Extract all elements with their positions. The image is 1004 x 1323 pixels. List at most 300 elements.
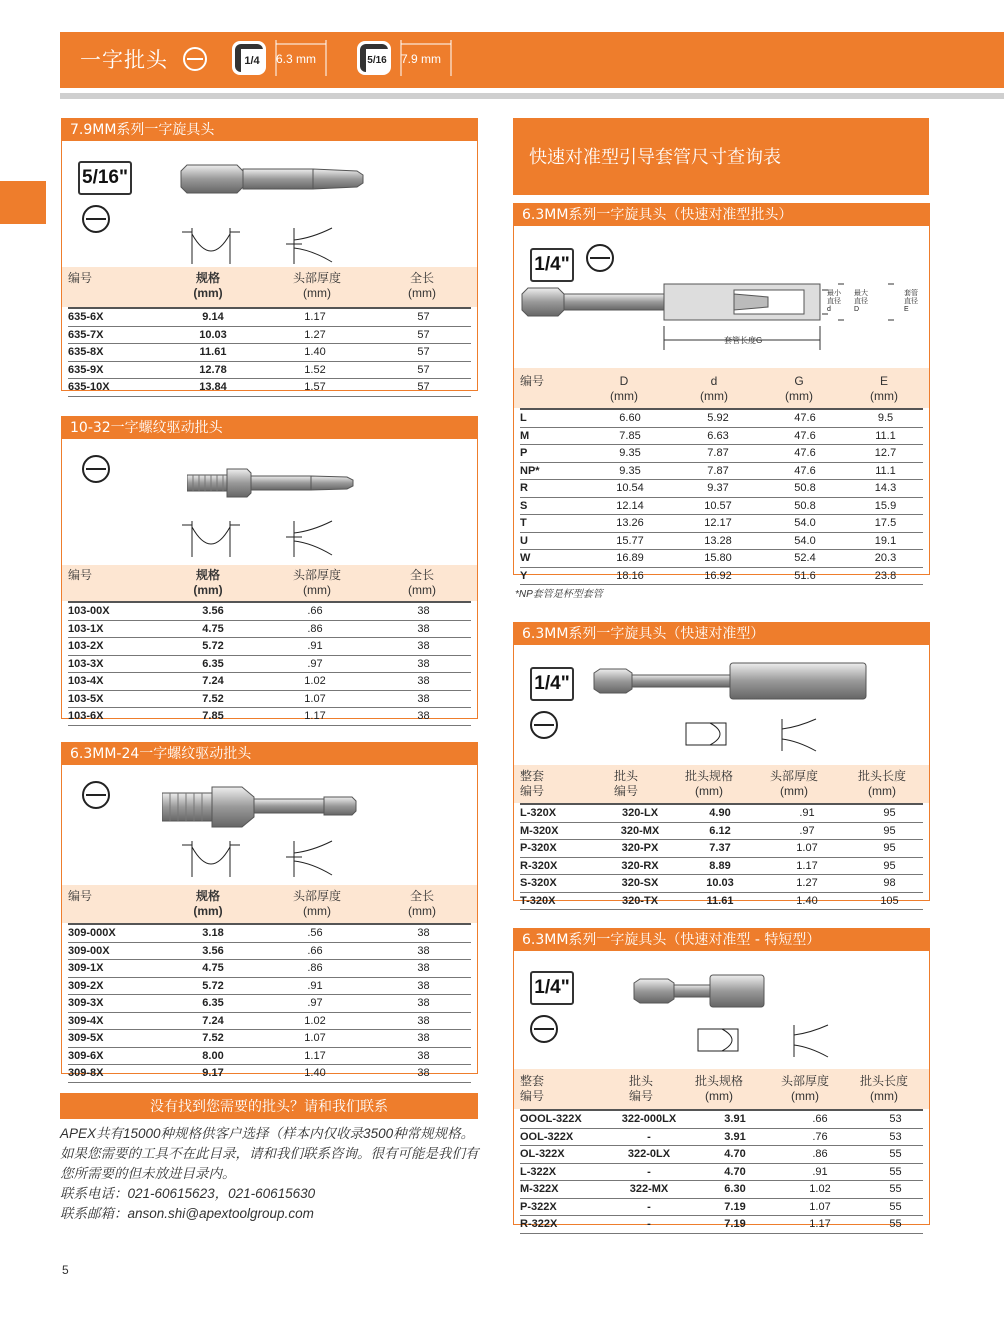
cell-part-number: OOL-322X	[520, 1128, 600, 1146]
cell-part-number: S-320X	[520, 875, 598, 893]
cell-value: 15.77	[586, 532, 674, 550]
cell-value: -	[600, 1198, 698, 1216]
cell-part-number: M-322X	[520, 1181, 600, 1199]
col-header: 头部厚度 (mm)	[769, 769, 818, 798]
cell-value: 38	[376, 655, 471, 673]
col-header: 头部厚度 (mm)	[292, 271, 341, 300]
cell-value: .56	[254, 924, 376, 942]
col-header: 编号	[68, 271, 93, 285]
cell-value: 23.8	[848, 567, 923, 585]
cell-value: 52.4	[762, 550, 848, 568]
cell-part-number: 635-7X	[68, 326, 172, 344]
cell-value: 7.52	[172, 1030, 254, 1048]
cell-value: 47.6	[762, 409, 848, 427]
cell-value: 15.80	[674, 550, 762, 568]
table-row	[520, 532, 923, 550]
cell-value: 10.54	[586, 480, 674, 498]
table-row	[68, 326, 471, 344]
cell-value: 320-MX	[598, 822, 682, 840]
cell-value: 1.27	[254, 326, 376, 344]
cell-part-number: 635-9X	[68, 361, 172, 379]
cell-value: 38	[376, 942, 471, 960]
cell-part-number: Y	[520, 567, 586, 585]
table-row	[68, 977, 471, 995]
cell-value: 38	[376, 960, 471, 978]
cell-value: 1.40	[254, 1065, 376, 1083]
tip-profile-diagrams	[182, 517, 352, 562]
table-row	[68, 1030, 471, 1048]
hex-shank-quarter-badge	[232, 41, 266, 75]
panel-quick-align-extra-short	[513, 928, 930, 1231]
cell-value: 320-PX	[598, 840, 682, 858]
cell-value: 6.12	[682, 822, 758, 840]
cell-value: 38	[376, 673, 471, 691]
cell-value: 13.26	[586, 515, 674, 533]
cell-value: .97	[758, 822, 856, 840]
cell-part-number: 309-00X	[68, 942, 172, 960]
cell-value: 5.72	[172, 977, 254, 995]
cell-value: 38	[376, 1012, 471, 1030]
slotted-tip-icon	[82, 205, 110, 233]
cell-part-number: 309-4X	[68, 1012, 172, 1030]
hex-shank-five-sixteenths-badge	[357, 41, 391, 75]
size-badge: 5/16"	[78, 161, 132, 195]
table-row	[520, 480, 923, 498]
table-row	[68, 1065, 471, 1083]
slotted-tip-icon	[530, 1015, 558, 1043]
size-badge: 1/4"	[530, 667, 574, 701]
table-row	[520, 1198, 923, 1216]
cell-value: 7.85	[586, 427, 674, 445]
cell-value: 1.17	[758, 857, 856, 875]
threaded-bit-image	[187, 465, 387, 501]
cell-part-number: 103-3X	[68, 655, 172, 673]
cell-value: 12.7	[848, 445, 923, 463]
contact-body: APEX共有15000种规格供客户选择（样本内仅收录3500种常规规格。如果您需要的工具不在此目录，请和我们联系咨询。很有可能是我们有您所需要的但未放进目录内。	[60, 1126, 479, 1181]
cell-value: 38	[376, 924, 471, 942]
cell-value: 1.17	[254, 708, 376, 726]
cell-value: 1.17	[254, 308, 376, 326]
cell-value: 16.92	[674, 567, 762, 585]
cell-value: 7.19	[698, 1216, 772, 1234]
cell-value: 11.61	[682, 892, 758, 910]
cell-part-number: P-320X	[520, 840, 598, 858]
cell-part-number: 103-6X	[68, 708, 172, 726]
tip-profile-diagrams	[682, 715, 832, 755]
panel-quick-align-bit-sleeve	[513, 203, 930, 582]
cell-value: 105	[856, 892, 923, 910]
cell-value: 10.57	[674, 497, 762, 515]
cell-value: 17.5	[848, 515, 923, 533]
cell-value: 6.35	[172, 655, 254, 673]
page-title: 一字批头	[80, 48, 168, 72]
cell-value: 10.03	[682, 875, 758, 893]
table-row	[68, 995, 471, 1013]
panel-title: 10-32一字螺纹驱动批头	[62, 417, 477, 439]
cell-value: 1.17	[254, 1047, 376, 1065]
cell-value: 322-0LX	[600, 1146, 698, 1164]
cell-value: 55	[868, 1146, 923, 1164]
cell-value: 5.92	[674, 409, 762, 427]
cell-value: 3.91	[698, 1128, 772, 1146]
panel-title: 6.3MM-24一字螺纹驱动批头	[62, 743, 477, 765]
cell-value: 55	[868, 1216, 923, 1234]
cell-value: 4.90	[682, 804, 758, 822]
panel-10-32-threaded	[61, 416, 478, 723]
cell-value: .86	[254, 960, 376, 978]
label-E: 套管直径E	[904, 290, 918, 313]
cell-value: 38	[376, 638, 471, 656]
table-row	[68, 924, 471, 942]
col-header: 编号	[520, 374, 545, 388]
quick-lookup-title-block: 快速对准型引导套管尺寸查询表	[513, 118, 929, 195]
table-row	[520, 804, 923, 822]
table-row	[68, 620, 471, 638]
cell-part-number: 635-6X	[68, 308, 172, 326]
contact-banner: 没有找到您需要的批头？请和我们联系	[60, 1093, 478, 1119]
cell-value: 12.14	[586, 497, 674, 515]
cell-value: 9.35	[586, 445, 674, 463]
table-row	[520, 875, 923, 893]
col-header: E (mm)	[870, 374, 898, 403]
cell-value: 320-SX	[598, 875, 682, 893]
cell-value: .86	[254, 620, 376, 638]
cell-value: 3.56	[172, 942, 254, 960]
cell-value: 53	[868, 1128, 923, 1146]
cell-part-number: 309-1X	[68, 960, 172, 978]
cell-value: 38	[376, 995, 471, 1013]
cell-value: 15.9	[848, 497, 923, 515]
cell-part-number: 103-4X	[68, 673, 172, 691]
cell-value: 1.02	[254, 1012, 376, 1030]
page-number: 5	[62, 1263, 69, 1277]
table-row	[68, 638, 471, 656]
cell-value: 12.78	[172, 361, 254, 379]
cell-value: 95	[856, 840, 923, 858]
panel-7-9mm-series	[61, 118, 478, 394]
col-header: 批头 编号	[628, 1074, 653, 1103]
cell-value: .91	[758, 804, 856, 822]
cell-value: 57	[376, 361, 471, 379]
cell-part-number: R-320X	[520, 857, 598, 875]
cell-part-number: 103-1X	[68, 620, 172, 638]
cell-part-number: M	[520, 427, 586, 445]
table-row	[68, 673, 471, 691]
table-row	[68, 655, 471, 673]
table-row	[520, 550, 923, 568]
cell-value: 95	[856, 857, 923, 875]
panel-title: 6.3MM系列一字旋具头（快速对准型）	[514, 623, 929, 645]
cell-value: -	[600, 1216, 698, 1234]
cell-value: 9.17	[172, 1065, 254, 1083]
cell-value: .66	[254, 602, 376, 620]
cell-part-number: 103-5X	[68, 690, 172, 708]
cell-part-number: 309-3X	[68, 995, 172, 1013]
cell-value: 1.07	[758, 840, 856, 858]
cell-value: 1.27	[758, 875, 856, 893]
dim-lines	[397, 38, 459, 78]
spec-table	[520, 803, 923, 910]
table-row	[520, 1110, 923, 1128]
cell-value: 1.07	[772, 1198, 868, 1216]
section-side-tab	[0, 181, 46, 224]
cell-value: 1.07	[254, 1030, 376, 1048]
cell-value: 9.5	[848, 409, 923, 427]
table-row	[520, 1163, 923, 1181]
cell-value: 57	[376, 344, 471, 362]
spec-table	[68, 923, 471, 1083]
slotted-tip-icon	[586, 244, 614, 272]
tip-profile-diagrams	[182, 224, 352, 269]
cell-value: 1.40	[758, 892, 856, 910]
cell-value: 320-RX	[598, 857, 682, 875]
cell-value: 6.63	[674, 427, 762, 445]
cell-value: 7.87	[674, 462, 762, 480]
cell-value: 11.1	[848, 462, 923, 480]
panel-6-3mm-24-threaded	[61, 742, 478, 1080]
cell-value: .91	[254, 638, 376, 656]
cell-part-number: R	[520, 480, 586, 498]
size-badge: 1/4"	[530, 248, 574, 282]
table-row	[520, 462, 923, 480]
threaded-bit-image	[162, 783, 382, 833]
cell-part-number: P-322X	[520, 1198, 600, 1216]
cell-value: 1.52	[254, 361, 376, 379]
cell-part-number: L-322X	[520, 1163, 600, 1181]
col-header: 全长 (mm)	[408, 271, 436, 300]
cell-value: 9.14	[172, 308, 254, 326]
cell-value: 322-000LX	[600, 1110, 698, 1128]
cell-value: 4.70	[698, 1146, 772, 1164]
label-d: 最小直径d	[827, 290, 841, 313]
cell-part-number: 309-6X	[68, 1047, 172, 1065]
contact-phone: 联系电话：021-60615623，021-60615630	[60, 1186, 316, 1201]
cell-value: 1.40	[254, 344, 376, 362]
cell-value: 1.17	[772, 1216, 868, 1234]
col-header: 批头长度 (mm)	[859, 1074, 908, 1103]
table-row	[520, 1216, 923, 1234]
header-size1-mm: 6.3 mm	[276, 52, 317, 66]
cell-value: .97	[254, 655, 376, 673]
cell-part-number: 635-8X	[68, 344, 172, 362]
cell-part-number: 635-10X	[68, 379, 172, 397]
cell-value: 6.60	[586, 409, 674, 427]
cell-value: 4.75	[172, 960, 254, 978]
cell-value: 13.28	[674, 532, 762, 550]
cell-value: 11.61	[172, 344, 254, 362]
header-divider	[60, 93, 1004, 99]
cell-value: 14.3	[848, 480, 923, 498]
panel-title: 6.3MM系列一字旋具头（快速对准型批头）	[514, 204, 929, 226]
col-header: 头部厚度 (mm)	[292, 889, 341, 918]
col-header: 头部厚度 (mm)	[780, 1074, 829, 1103]
bit-image	[177, 159, 377, 199]
panel-title: 6.3MM系列一字旋具头（快速对准型 - 特短型）	[514, 929, 929, 951]
cell-part-number: 103-00X	[68, 602, 172, 620]
col-header: 头部厚度 (mm)	[292, 568, 341, 597]
cell-part-number: 309-2X	[68, 977, 172, 995]
cell-part-number: L-320X	[520, 804, 598, 822]
cell-part-number: L	[520, 409, 586, 427]
cell-value: 1.02	[254, 673, 376, 691]
cell-part-number: NP*	[520, 462, 586, 480]
table-row	[68, 960, 471, 978]
sleeve-table	[520, 408, 923, 585]
table-row	[520, 1128, 923, 1146]
cell-value: -	[600, 1163, 698, 1181]
cell-value: 95	[856, 822, 923, 840]
table-row	[68, 708, 471, 726]
cell-value: 11.1	[848, 427, 923, 445]
cell-value: 51.6	[762, 567, 848, 585]
slotted-tip-icon	[82, 781, 110, 809]
cell-part-number: OOOL-322X	[520, 1110, 600, 1128]
cell-value: 12.17	[674, 515, 762, 533]
table-row	[520, 427, 923, 445]
cell-part-number: S	[520, 497, 586, 515]
cell-value: 19.1	[848, 532, 923, 550]
size-badge: 1/4"	[530, 971, 574, 1005]
col-header: G (mm)	[785, 374, 813, 403]
table-row	[68, 942, 471, 960]
table-row	[520, 822, 923, 840]
cell-part-number: T	[520, 515, 586, 533]
cell-value: 7.24	[172, 1012, 254, 1030]
cell-value: 3.56	[172, 602, 254, 620]
cell-part-number: 309-5X	[68, 1030, 172, 1048]
cell-part-number: 309-8X	[68, 1065, 172, 1083]
table-row	[520, 445, 923, 463]
table-row	[520, 892, 923, 910]
cell-value: 7.19	[698, 1198, 772, 1216]
cell-part-number: M-320X	[520, 822, 598, 840]
cell-value: 38	[376, 977, 471, 995]
table-row	[68, 1047, 471, 1065]
spec-table	[520, 1109, 923, 1234]
cell-value: 38	[376, 620, 471, 638]
col-header: d (mm)	[700, 374, 728, 403]
cell-part-number: U	[520, 532, 586, 550]
table-row	[520, 567, 923, 585]
contact-text	[60, 1124, 480, 1224]
table-row	[68, 361, 471, 379]
cell-value: 7.37	[682, 840, 758, 858]
cell-value: .91	[772, 1163, 868, 1181]
dim-lines	[272, 38, 334, 78]
spec-table	[68, 601, 471, 726]
cell-value: 4.75	[172, 620, 254, 638]
cell-value: 47.6	[762, 462, 848, 480]
cell-value: 98	[856, 875, 923, 893]
cell-value: 95	[856, 804, 923, 822]
col-header: 整套 编号	[520, 1074, 545, 1103]
slotted-tip-icon	[183, 47, 207, 71]
slotted-tip-icon	[82, 455, 110, 483]
col-header: 批头规格 (mm)	[694, 1074, 743, 1103]
cell-value: 38	[376, 690, 471, 708]
col-header: 全长 (mm)	[408, 889, 436, 918]
cell-value: 20.3	[848, 550, 923, 568]
cell-value: 1.57	[254, 379, 376, 397]
col-header: 编号	[68, 568, 93, 582]
table-row	[520, 497, 923, 515]
table-row	[520, 840, 923, 858]
col-header: 整套 编号	[520, 769, 545, 798]
cell-value: 38	[376, 1047, 471, 1065]
footnote: *NP套管是杯型套管	[515, 589, 603, 600]
cell-value: 38	[376, 708, 471, 726]
contact-email[interactable]: 联系邮箱：anson.shi@apextoolgroup.com	[60, 1206, 314, 1221]
cell-value: 54.0	[762, 515, 848, 533]
table-row	[520, 857, 923, 875]
cell-value: 7.87	[674, 445, 762, 463]
cell-value: 7.24	[172, 673, 254, 691]
cell-value: -	[600, 1128, 698, 1146]
cell-value: 50.8	[762, 480, 848, 498]
cell-value: 13.84	[172, 379, 254, 397]
cell-value: 6.30	[698, 1181, 772, 1199]
cell-value: 47.6	[762, 445, 848, 463]
cell-value: .97	[254, 995, 376, 1013]
cell-value: 47.6	[762, 427, 848, 445]
col-header: 编号	[68, 889, 93, 903]
cell-value: 16.89	[586, 550, 674, 568]
cell-value: 57	[376, 379, 471, 397]
cell-value: 55	[868, 1181, 923, 1199]
col-header: 规格 (mm)	[193, 271, 223, 300]
table-row	[68, 379, 471, 397]
label-D: 最大直径D	[854, 290, 868, 313]
tip-profile-diagrams	[182, 837, 352, 882]
cell-value: 6.35	[172, 995, 254, 1013]
bit-with-sleeve-image	[592, 659, 872, 703]
spec-table	[68, 307, 471, 397]
cell-value: .66	[772, 1110, 868, 1128]
panel-title: 7.9MM系列一字旋具头	[62, 119, 477, 141]
slotted-tip-icon	[530, 711, 558, 739]
header-size2-mm: 7.9 mm	[401, 52, 442, 66]
col-header: 规格 (mm)	[193, 889, 223, 918]
cell-value: 3.91	[698, 1110, 772, 1128]
cell-part-number: 309-000X	[68, 924, 172, 942]
cell-value: 55	[868, 1198, 923, 1216]
cell-value: 57	[376, 326, 471, 344]
tip-profile-diagrams	[694, 1021, 844, 1061]
table-row	[520, 515, 923, 533]
cell-value: 55	[868, 1163, 923, 1181]
cell-value: 38	[376, 602, 471, 620]
cell-value: 4.70	[698, 1163, 772, 1181]
short-bit-with-sleeve-image	[632, 973, 772, 1009]
table-row	[68, 344, 471, 362]
col-header: 批头长度 (mm)	[857, 769, 906, 798]
table-row	[520, 409, 923, 427]
col-header: 批头规格 (mm)	[684, 769, 733, 798]
cell-part-number: OL-322X	[520, 1146, 600, 1164]
cell-value: 10.03	[172, 326, 254, 344]
cell-value: .86	[772, 1146, 868, 1164]
cell-value: 7.52	[172, 690, 254, 708]
cell-value: 1.07	[254, 690, 376, 708]
cell-part-number: T-320X	[520, 892, 598, 910]
cell-value: 18.16	[586, 567, 674, 585]
cell-value: 57	[376, 308, 471, 326]
cell-value: 3.18	[172, 924, 254, 942]
cell-value: 5.72	[172, 638, 254, 656]
badge-fraction: 1/4	[241, 49, 263, 73]
col-header: 规格 (mm)	[193, 568, 223, 597]
col-header: 批头 编号	[613, 769, 638, 798]
